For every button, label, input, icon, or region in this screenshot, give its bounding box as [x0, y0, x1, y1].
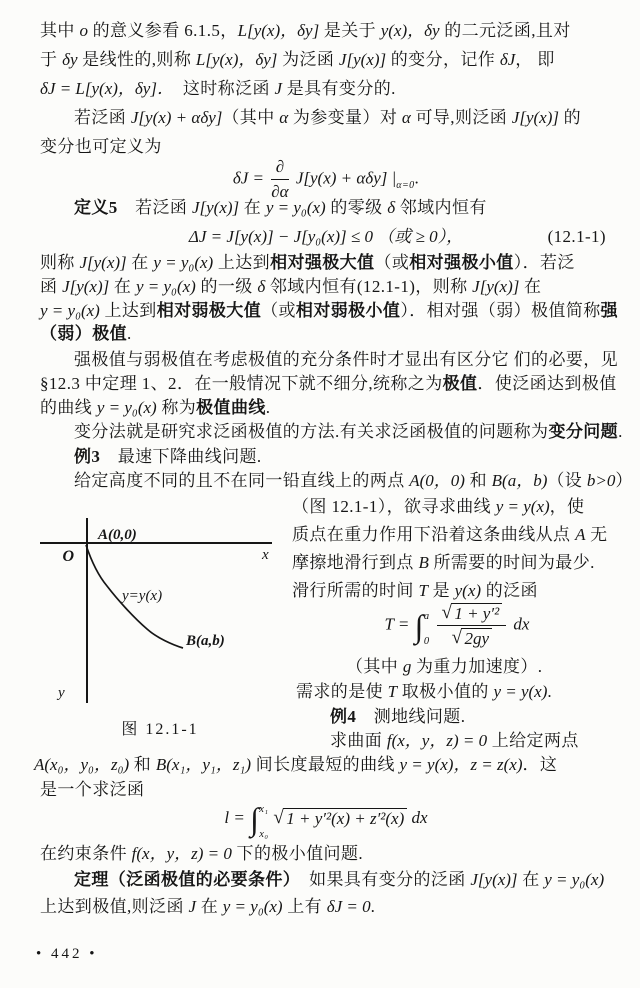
text-segment: y = y₀(x) — [153, 253, 214, 272]
text-segment: 滑行所需的时间 — [292, 581, 419, 600]
integral-lower-bound: 0 — [423, 635, 430, 647]
text-segment: 相对强极小值 — [409, 253, 514, 272]
x-axis-label: x — [262, 547, 269, 563]
radical-sign: √ — [273, 806, 285, 828]
point-a-label: A(0,0) — [98, 527, 137, 543]
origin-label: O — [62, 548, 74, 565]
text-segment: 邻域内恒有(12.1-1)，则称 — [265, 277, 473, 296]
text-segment: 间长度最短的曲线 — [251, 755, 400, 774]
text-segment: J[y(x)] — [472, 277, 520, 296]
text-segment: 的变分，记作 — [386, 50, 500, 69]
text-segment: . — [547, 682, 553, 701]
text-segment: 在 — [196, 897, 223, 916]
text-segment: A(0，0) — [409, 471, 465, 490]
radical-sign: √ — [451, 627, 463, 648]
text-segment: 为泛函 — [277, 50, 339, 69]
text-line-1 — [40, 20, 571, 42]
text-segment: 给定高度不同的且不在同一铅直线上的两点 — [74, 471, 410, 490]
text-segment: 在 — [126, 253, 154, 272]
text-segment: o — [79, 21, 88, 40]
text-segment: y = y(x) — [493, 682, 548, 701]
text-segment: ） — [615, 471, 633, 490]
text-segment: 可导,则泛函 — [410, 108, 512, 127]
text-segment: （其中 — [346, 657, 403, 676]
partial-fraction — [271, 156, 288, 203]
sqrt-denominator — [452, 628, 492, 649]
text-segment: J[y(x)] — [338, 50, 387, 69]
text-line-16 — [74, 470, 633, 492]
text-segment: L[y(x)，δy] — [195, 50, 278, 69]
text-segment: 相对强极大值 — [270, 253, 375, 272]
integral — [250, 800, 272, 838]
text-segment: 定义5 — [74, 198, 118, 217]
text-segment: ．使泛函达到极值 — [477, 374, 617, 393]
text-line-example3 — [74, 446, 262, 468]
text-segment: 为重力加速度）. — [411, 657, 543, 676]
text-line-r3 — [292, 552, 595, 574]
text-segment: A — [575, 525, 586, 544]
text-line-20 — [40, 779, 144, 801]
text-line-8 — [40, 276, 541, 298]
text-segment: 极值 — [442, 374, 478, 393]
differential: dx — [407, 807, 428, 827]
text-segment: 的一级 — [195, 277, 258, 296]
text-segment: 的泛函 — [481, 581, 538, 600]
radicand: 1 + y′²(x) + z′²(x) — [283, 808, 407, 829]
text-segment: 其中 — [40, 21, 80, 40]
text-segment: 在 — [239, 198, 266, 217]
text-segment: y = y₀(x) — [40, 301, 100, 320]
text-segment: L[y(x)，δy] — [237, 21, 320, 40]
text-segment: 在 — [109, 277, 136, 296]
text-segment: B(a，b) — [491, 471, 548, 490]
formula-lhs: δJ = — [232, 168, 269, 188]
integral-lower-bound: x₀ — [259, 829, 269, 840]
fraction-numerator — [437, 602, 506, 626]
text-segment: 是 — [427, 581, 455, 600]
text-segment: J — [274, 79, 283, 98]
sqrt — [273, 808, 407, 829]
text-segment: ， 即 — [515, 50, 555, 69]
text-line-7 — [40, 252, 575, 274]
text-segment: 的 — [559, 108, 582, 127]
text-segment: 例3 — [74, 447, 101, 466]
text-segment: 函 — [40, 277, 63, 296]
text-line-r8 — [330, 730, 579, 752]
text-segment: J[y(x)] — [79, 253, 127, 272]
integral — [415, 607, 434, 645]
text-line-19 — [34, 754, 557, 776]
text-segment: 和 — [129, 755, 156, 774]
text-segment: 例4 — [330, 707, 357, 726]
text-segment: f(x，y，z) = 0 — [386, 731, 488, 750]
formula-12-1-1 — [40, 226, 612, 248]
text-segment: ，使 — [549, 497, 585, 516]
text-segment: 相对弱极小值 — [295, 301, 401, 320]
fraction — [437, 602, 506, 649]
sqrt-numerator — [441, 603, 502, 624]
text-line-11 — [74, 349, 618, 371]
text-segment: （其中 — [222, 108, 280, 127]
text-line-theorem — [74, 869, 604, 891]
text-segment: （或 — [261, 301, 296, 320]
integral-upper-bound: a — [423, 610, 430, 622]
text-segment: y = y₀(x) — [96, 398, 157, 417]
text-segment: δJ = 0 — [326, 897, 371, 916]
text-segment: 上达到 — [213, 253, 271, 272]
text-segment: 求曲面 — [330, 731, 387, 750]
text-segment: J[y(x) + αδy] — [130, 108, 223, 127]
text-line-21 — [40, 843, 363, 865]
text-segment: 上给定两点 — [487, 731, 579, 750]
text-segment: 的二元泛函,且对 — [439, 21, 571, 40]
text-segment: T — [418, 581, 428, 600]
radicand: 1 + y′² — [451, 603, 502, 624]
equation-body: ΔJ = J[y(x)] − J[y₀(x)] ≤ 0 （或 ≥ 0）， — [188, 227, 464, 246]
formula-period: . — [414, 168, 420, 188]
text-segment: y(x)，δy — [380, 21, 440, 40]
text-segment: 是关于 — [319, 21, 381, 40]
integral-sign: ∫ — [250, 801, 260, 837]
text-line-definition5 — [74, 197, 487, 219]
text-line-r5 — [346, 656, 542, 678]
text-segment: 和 — [464, 471, 492, 490]
text-segment: 相对弱极大值 — [156, 301, 262, 320]
text-segment: . — [370, 897, 376, 916]
text-segment: A(x₀，y₀，z₀) — [34, 755, 130, 774]
text-segment: y = y₀(x) — [222, 897, 283, 916]
text-line-12 — [40, 373, 617, 395]
text-segment: J — [188, 897, 197, 916]
text-segment: 下的极小值问题. — [231, 844, 363, 863]
text-line-9 — [40, 300, 618, 322]
text-line-5 — [40, 136, 162, 158]
text-segment: y(x) — [454, 581, 482, 600]
text-segment: 质点在重力作用下沿着这条曲线从点 — [292, 525, 576, 544]
text-segment: J[y(x)] — [511, 108, 559, 127]
radical-sign: √ — [441, 602, 453, 623]
text-segment: 强 — [600, 301, 619, 320]
integral-sign: ∫ — [414, 607, 424, 644]
text-segment: y = y₀(x) — [135, 277, 196, 296]
text-segment: J[y(x)] — [191, 198, 240, 217]
formula-lhs: T = — [384, 614, 414, 634]
formula-variation-definition — [40, 156, 612, 203]
text-segment: J[y(x)] — [470, 870, 518, 889]
text-segment: α — [401, 108, 411, 127]
text-segment: δ — [257, 277, 266, 296]
text-segment: 称为 — [156, 398, 197, 417]
text-segment: δy — [62, 50, 78, 69]
point-b-label: B(a,b) — [186, 633, 225, 649]
text-line-r4 — [292, 580, 538, 602]
differential: dx — [509, 614, 530, 634]
text-segment: y = y(x) — [495, 497, 550, 516]
text-segment: 若泛函 — [74, 108, 131, 127]
text-segment: g — [402, 657, 412, 676]
text-segment: （或 — [374, 253, 410, 272]
text-line-13 — [40, 397, 270, 419]
text-segment: 极值曲线 — [196, 398, 266, 417]
fraction-numerator: ∂ — [271, 156, 288, 180]
text-segment: ．这 — [522, 755, 558, 774]
formula-arclength-functional — [40, 800, 612, 838]
text-segment: y = y₀(x) — [544, 870, 605, 889]
text-segment: 是线性的,则称 — [77, 50, 196, 69]
text-segment: 是一个求泛函 — [40, 780, 145, 799]
text-segment: δJ = L[y(x)，δy]． — [40, 79, 166, 98]
text-segment: §12.3 中定理 1、2．在一般情况下就不细分,统称之为 — [40, 374, 443, 393]
text-segment: 在约束条件 — [40, 844, 132, 863]
text-line-3 — [40, 78, 396, 100]
text-line-r6 — [296, 681, 552, 703]
text-segment: δJ — [499, 50, 516, 69]
text-segment: 最速下降曲线问题. — [100, 447, 262, 466]
text-segment: 的曲线 — [40, 398, 97, 417]
y-axis-label: y — [58, 685, 65, 701]
text-segment: f(x，y，z) = 0 — [131, 844, 232, 863]
text-segment: 变分也可定义为 — [40, 137, 162, 156]
text-segment: 上达到极值,则泛函 — [40, 897, 189, 916]
text-segment: . — [618, 422, 623, 441]
text-segment: 则称 — [40, 253, 80, 272]
text-line-23 — [40, 896, 375, 918]
text-segment: 需求的是使 — [296, 682, 388, 701]
text-segment: 是具有变分的. — [282, 79, 396, 98]
text-segment: y = y₀(x) — [265, 198, 326, 217]
text-segment: 变分问题 — [548, 422, 619, 441]
text-segment: 上达到 — [99, 301, 157, 320]
text-segment: . — [127, 324, 132, 343]
text-segment: . — [265, 398, 271, 417]
evaluation-subscript: α=0 — [396, 179, 415, 191]
text-segment: 变分法就是研究求泛函极值的方法.有关求泛函极值的问题称为 — [74, 422, 549, 441]
text-segment: 的零级 — [325, 198, 388, 217]
text-segment: B(x₁，y₁，z₁) — [155, 755, 252, 774]
text-segment: 若泛函 — [117, 198, 192, 217]
text-segment: （弱）极值 — [40, 324, 127, 343]
formula-body: J[y(x) + αδy] | — [291, 168, 397, 188]
integral-upper-bound: x₁ — [259, 804, 269, 815]
text-segment: 强极值与弱极值在考虑极值的充分条件时才显出有区分它 们的必要，见 — [74, 350, 619, 369]
text-segment: 这时称泛函 — [165, 79, 275, 98]
text-segment: ）．若泛 — [513, 253, 575, 272]
text-segment: T — [387, 682, 398, 701]
text-segment: 的意义参看 6.1.5， — [87, 21, 238, 40]
text-segment: 于 — [40, 50, 63, 69]
formula-lhs: l = — [224, 807, 250, 827]
equation-number: (12.1-1) — [547, 227, 606, 246]
figure-caption: 图 12.1-1 — [121, 721, 199, 738]
text-line-4 — [74, 107, 581, 129]
text-segment: 如果具有变分的泛函 — [291, 870, 471, 889]
text-segment: J[y(x)] — [62, 277, 110, 296]
text-segment: B — [418, 553, 429, 572]
text-segment: （图 12.1-1），欲寻求曲线 — [292, 497, 496, 516]
text-segment: y = y(x)，z = z(x) — [399, 755, 523, 774]
figure-brachistochrone — [36, 505, 284, 705]
curve-equation-label: y=y(x) — [122, 588, 163, 604]
text-segment: 上有 — [282, 897, 327, 916]
text-segment: 为参变量）对 — [288, 108, 402, 127]
text-segment: α — [279, 108, 289, 127]
text-line-r2 — [292, 524, 608, 546]
text-line-2 — [40, 49, 555, 71]
text-segment: （设 — [547, 471, 587, 490]
formula-time-functional — [298, 602, 616, 649]
text-segment: 摩擦地滑行到点 — [292, 553, 419, 572]
text-segment: 在 — [517, 870, 545, 889]
page-number: • 442 • — [36, 946, 98, 962]
text-line-10 — [40, 323, 132, 345]
text-segment: 测地线问题. — [356, 707, 466, 726]
text-segment: 邻域内恒有 — [395, 198, 487, 217]
text-segment: 定理（泛函极值的必要条件） — [74, 870, 292, 889]
fraction-denominator — [437, 626, 506, 649]
text-segment: 在 — [519, 277, 542, 296]
text-line-r1 — [292, 496, 584, 518]
text-segment: 所需要的时间为最少. — [428, 553, 595, 572]
text-segment: δ — [387, 198, 396, 217]
text-line-14 — [74, 421, 623, 443]
fraction-denominator: ∂α — [271, 182, 289, 201]
text-segment: 无 — [585, 525, 608, 544]
text-segment: 取极小值的 — [397, 682, 494, 701]
text-segment: b>0 — [586, 471, 616, 490]
radicand: 2gy — [461, 628, 492, 649]
text-line-example4 — [330, 706, 465, 728]
text-segment: ）．相对强（弱）极值简称 — [400, 301, 601, 320]
